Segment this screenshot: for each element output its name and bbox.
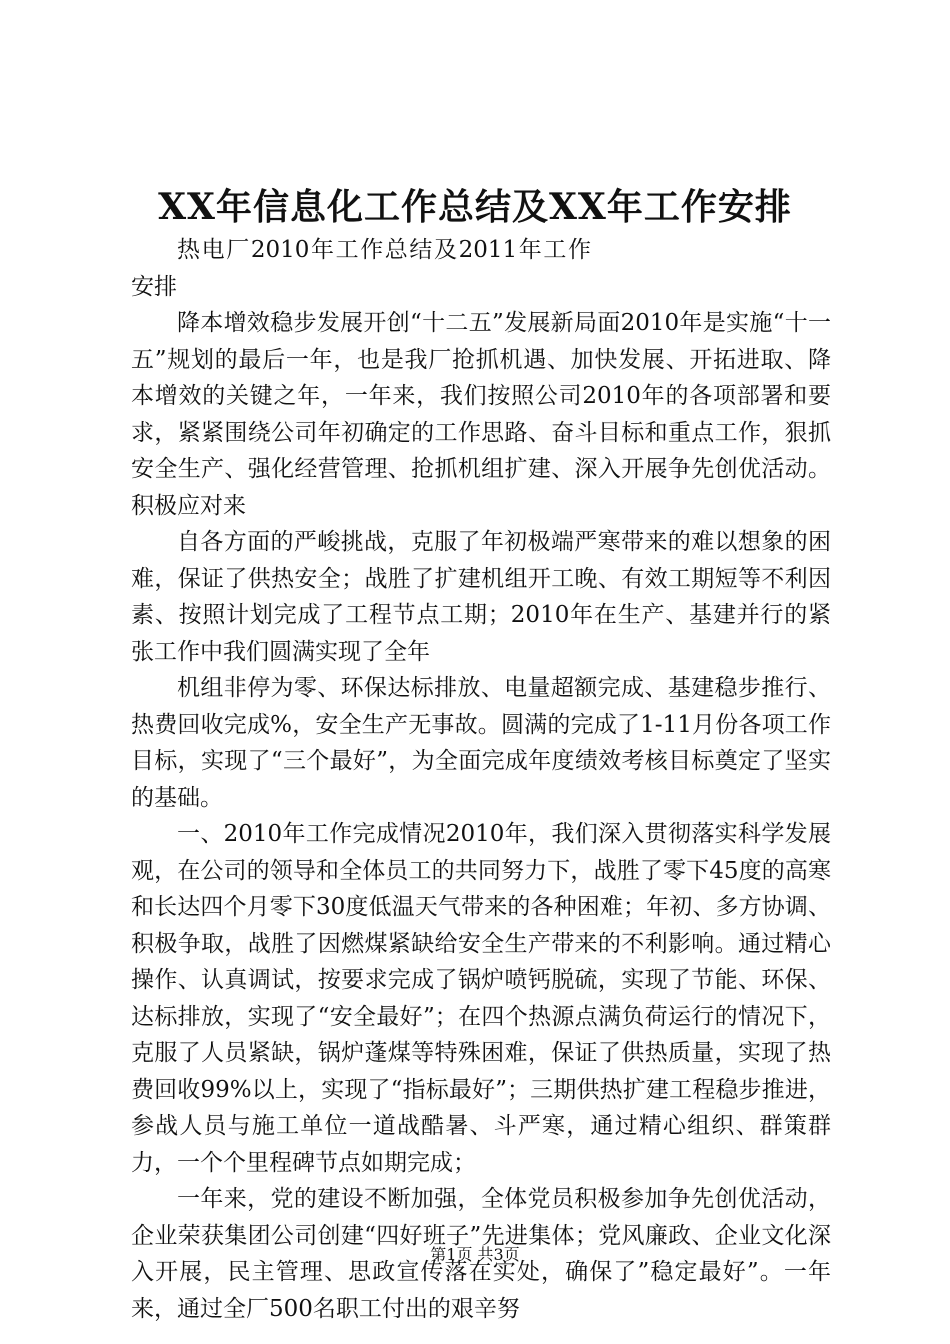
paragraph: 机组非停为零、环保达标排放、电量超额完成、基建稳步推行、热费回收完成%，安全生产无事故。圆满的完成了1-11月份各项工作目标，实现了“三个最好”，为全面完成年度绩效考核目标奠定了坚实的基础。	[131, 675, 831, 811]
paragraph: 自各方面的严峻挑战，克服了年初极端严寒带来的难以想象的困难，保证了供热安全；战胜了扩建机组开工晚、有效工期短等不利因素、按照计划完成了工程节点工期；2010年在生产、基建并行的紧张工作中我们圆满实现了全年	[131, 529, 831, 665]
page-number-footer: 第1页 共3页	[430, 1245, 520, 1264]
paragraph-subtitle: 热电厂2010年工作总结及2011年工作安排	[131, 237, 591, 300]
paragraph: 降本增效稳步发展开创“十二五”发展新局面2010年是实施“十一五”规划的最后一年，也是我厂抢抓机遇、加快发展、开拓进取、降本增效的关键之年，一年来，我们按照公司2010年的各项部署和要求，紧紧围绕公司年初确定的工作思路、奋斗目标和重点工作，狠抓安全生产、强化经营管理、抢抓机组扩建、深入开展争先创优活动。积极应对来	[131, 310, 831, 519]
paragraph: 一、2010年工作完成情况2010年，我们深入贯彻落实科学发展观，在公司的领导和全体员工的共同努力下，战胜了零下45度的高寒和长达四个月零下30度低温天气带来的各种困难；年初、多方协调、积极争取，战胜了因燃煤紧缺给安全生产带来的不利影响。通过精心操作、认真调试，按要求完成了锅炉喷钙脱硫，实现了节能、环保、达标排放，实现了“安全最好”；在四个热源点满负荷运行的情况下，克服了人员紧缺，锅炉蓬煤等特殊困难，保证了供热质量，实现了热费回收99%以上，实现了“指标最好”；三期供热扩建工程稳步推进，参战人员与施工单位一道战酷暑、斗严寒，通过精心组织、群策群力，一个个里程碑节点如期完成；	[131, 821, 831, 1176]
document-title: XX年信息化工作总结及XX年工作安排	[158, 186, 792, 228]
paragraph: 一年来，党的建设不断加强，全体党员积极参加争先创优活动，企业荣获集团公司创建“四好班子”先进集体；党风廉政、企业文化深入开展，民主管理、思政宣传落在实处，确保了”稳定最好”。一年来，通过全厂500名职工付出的艰辛努	[131, 1186, 831, 1322]
document-body	[131, 232, 831, 1327]
